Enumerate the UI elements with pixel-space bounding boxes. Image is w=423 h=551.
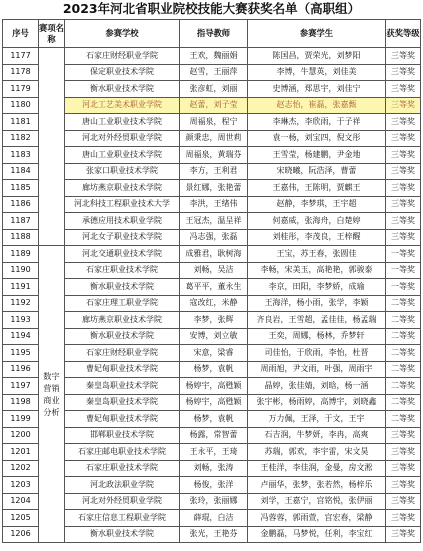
row-teacher: 李方，王利君	[180, 163, 248, 180]
row-school: 石家庄财经职业学院	[65, 345, 180, 362]
row-award: 二等奖	[386, 295, 421, 312]
row-school: 石家庄邮电职业技术学院	[65, 444, 180, 461]
row-teacher: 安博，刘立敏	[180, 328, 248, 345]
row-school: 石家庄理工职业学院	[65, 295, 180, 312]
row-school: 石家庄职业技术学院	[65, 460, 180, 477]
row-serial: 1194	[3, 328, 39, 345]
row-students: 王宝，苏王春，张圆佳	[248, 246, 386, 263]
row-award: 三等奖	[386, 114, 421, 131]
row-school: 衡水职业技术学院	[65, 328, 180, 345]
table-row	[3, 81, 421, 98]
row-students: 冯蓉蓉，郭雨萱，宫宏春，梁静	[248, 510, 386, 527]
row-students: 袁一杨，刘宝四，倪文彤	[248, 130, 386, 147]
row-serial: 1202	[3, 460, 39, 477]
row-school: 张家口职业技术学院	[65, 163, 180, 180]
row-serial: 1181	[3, 114, 39, 131]
row-school: 河北女子职业技术学院	[65, 229, 180, 246]
table-body	[3, 48, 421, 543]
row-serial: 1206	[3, 526, 39, 543]
row-school: 衡水职业技术学院	[65, 526, 180, 543]
table-row	[3, 279, 421, 296]
row-serial: 1191	[3, 279, 39, 296]
row-students: 赵静，李梦琪，王宇超	[248, 196, 386, 213]
row-teacher: 冯志强，张磊	[180, 229, 248, 246]
header-serial: 序号	[3, 20, 39, 48]
row-serial: 1203	[3, 477, 39, 494]
row-school: 河北科技工程职业技术大学	[65, 196, 180, 213]
row-school: 石家庄职业技术学院	[65, 262, 180, 279]
row-school: 石家庄财经职业学院	[65, 48, 180, 65]
row-school: 保定职业技术学院	[65, 64, 180, 81]
table-row	[3, 328, 421, 345]
row-teacher: 杨婷宇，高甦颖	[180, 378, 248, 395]
table-row	[3, 312, 421, 329]
event-cell-previous	[39, 48, 65, 246]
table-row	[3, 510, 421, 527]
row-serial: 1188	[3, 229, 39, 246]
row-teacher: 周福泉，程宁	[180, 114, 248, 131]
row-school: 石家庄信息工程职业学院	[65, 510, 180, 527]
row-school: 廊坊燕京职业技术学院	[65, 180, 180, 197]
row-serial: 1201	[3, 444, 39, 461]
table-row	[3, 262, 421, 279]
row-award: 三等奖	[386, 477, 421, 494]
row-teacher: 赵蕾，刘子莹	[180, 97, 248, 114]
row-school: 唐山工业职业技术学院	[65, 114, 180, 131]
award-table	[2, 19, 421, 543]
row-students: 齐良岩，王雪超，孟佳佳，杨孟瑞	[248, 312, 386, 329]
row-serial: 1185	[3, 180, 39, 197]
row-award: 三等奖	[386, 163, 421, 180]
row-students: 晶婷，张佳婧，刘晗，杨一涵	[248, 378, 386, 395]
row-students: 李琳杰，李欣雨，于子祥	[248, 114, 386, 131]
row-serial: 1177	[3, 48, 39, 65]
row-serial: 1192	[3, 295, 39, 312]
table-row	[3, 64, 421, 81]
row-teacher: 杨婷宇，高甦颖	[180, 394, 248, 411]
header-event: 赛项名称	[39, 20, 65, 48]
row-students: 宋晓曦，阮浩泽，曹蕾	[248, 163, 386, 180]
row-students: 何嘉威，张海舟，白楚婷	[248, 213, 386, 230]
row-school: 河北交通职业技术学院	[65, 246, 180, 263]
row-award: 二等奖	[386, 312, 421, 329]
row-school: 秦皇岛职业技术学院	[65, 394, 180, 411]
header-school: 参赛学校	[65, 20, 180, 48]
row-teacher: 王欢，魏丽娟	[180, 48, 248, 65]
row-teacher: 寇改红，米静	[180, 295, 248, 312]
row-teacher: 成雅君，耿树海	[180, 246, 248, 263]
row-award: 二等奖	[386, 411, 421, 428]
row-students: 王嘉伟，王陈明，贾麒王	[248, 180, 386, 197]
table-row	[3, 477, 421, 494]
row-serial: 1198	[3, 394, 39, 411]
table-row	[3, 460, 421, 477]
row-award: 三等奖	[386, 81, 421, 98]
row-serial: 1196	[3, 361, 39, 378]
row-teacher: 薛琨，白洁	[180, 510, 248, 527]
row-school: 河北对外经贸职业学院	[65, 130, 180, 147]
table-row	[3, 345, 421, 362]
table-row	[3, 48, 421, 65]
row-teacher: 赵雪，王丽萍	[180, 64, 248, 81]
row-award: 三等奖	[386, 444, 421, 461]
row-school: 廊坊燕京职业技术学院	[65, 312, 180, 329]
header-students: 参赛学生	[248, 20, 386, 48]
table-row	[3, 147, 421, 164]
row-school: 河北对外经贸职业学院	[65, 493, 180, 510]
row-award: 三等奖	[386, 229, 421, 246]
row-students: 苏瑞，郭欢，李宇雷，宋文昊	[248, 444, 386, 461]
header-teacher: 指导教师	[180, 20, 248, 48]
row-award: 一等奖	[386, 279, 421, 296]
table-row	[3, 411, 421, 428]
table-row	[3, 114, 421, 131]
row-serial: 1189	[3, 246, 39, 263]
row-serial: 1187	[3, 213, 39, 230]
row-students: 李畅，宋美玉，高艳艳，郭骏泰	[248, 262, 386, 279]
row-award: 三等奖	[386, 526, 421, 543]
row-award: 二等奖	[386, 394, 421, 411]
row-teacher: 杨梦，袁帆	[180, 361, 248, 378]
table-row	[3, 97, 421, 114]
row-students: 刘桂彤，李茂良，王梓醒	[248, 229, 386, 246]
document-title: 2023年河北省职业院校技能大赛获奖名单（高职组）	[62, 1, 361, 16]
row-serial: 1179	[3, 81, 39, 98]
row-award: 三等奖	[386, 48, 421, 65]
row-award: 一等奖	[386, 246, 421, 263]
row-students: 张宇彬，杨雨婷，高博宇，刘晓鑫	[248, 394, 386, 411]
row-students: 王奕，周娜，杨林，乔梦轩	[248, 328, 386, 345]
row-serial: 1183	[3, 147, 39, 164]
table-row	[3, 361, 421, 378]
row-teacher: 王永平，王琦	[180, 444, 248, 461]
row-teacher: 周福泉，黄瑞芬	[180, 147, 248, 164]
header-award: 获奖等级	[386, 20, 421, 48]
row-students: 刘学，王嘉宁，宫铭悦，张伊丽	[248, 493, 386, 510]
row-school: 河北政法职业学院	[65, 477, 180, 494]
row-award: 三等奖	[386, 510, 421, 527]
row-teacher: 张光，王艳芬	[180, 526, 248, 543]
row-students: 王桂洋，李佳润，金曼，房文淞	[248, 460, 386, 477]
row-teacher: 杨梦，袁帆	[180, 411, 248, 428]
row-serial: 1199	[3, 411, 39, 428]
row-students: 李京，田阳，李梦娇，成瑜	[248, 279, 386, 296]
table-row	[3, 295, 421, 312]
table-row	[3, 130, 421, 147]
row-teacher: 景红娜，张艳蕾	[180, 180, 248, 197]
row-students: 陈国昌，贾荣光，刘梦阳	[248, 48, 386, 65]
row-serial: 1197	[3, 378, 39, 395]
row-students: 金鹏磊，马梦悦，任利，李宝红	[248, 526, 386, 543]
row-award: 二等奖	[386, 345, 421, 362]
row-school: 秦皇岛职业技术学院	[65, 378, 180, 395]
event-category: 数字营销商业分析	[39, 246, 65, 543]
table-row	[3, 196, 421, 213]
table-row	[3, 526, 421, 543]
row-award: 二等奖	[386, 361, 421, 378]
row-students: 周雨旭，尹文雨，叶强，周雨宇	[248, 361, 386, 378]
row-serial: 1193	[3, 312, 39, 329]
row-teacher: 张彦虹，刘丽	[180, 81, 248, 98]
row-school: 衡水职业技术学院	[65, 81, 180, 98]
table-row	[3, 378, 421, 395]
row-serial: 1180	[3, 97, 39, 114]
row-teacher: 葛平平，董永生	[180, 279, 248, 296]
row-teacher: 杨俊，张洋	[180, 477, 248, 494]
table-row	[3, 213, 421, 230]
row-award: 二等奖	[386, 378, 421, 395]
row-award: 三等奖	[386, 460, 421, 477]
table-header-row	[3, 20, 421, 48]
row-students: 李博，牛慧英，刘佳美	[248, 64, 386, 81]
row-teacher: 李洪，王绪伟	[180, 196, 248, 213]
row-serial: 1190	[3, 262, 39, 279]
row-teacher: 王冠杰，温呈祥	[180, 213, 248, 230]
table-row	[3, 493, 421, 510]
row-award: 三等奖	[386, 130, 421, 147]
row-school: 曹妃甸职业技术学院	[65, 361, 180, 378]
row-award: 三等奖	[386, 97, 421, 114]
row-award: 三等奖	[386, 196, 421, 213]
row-award: 三等奖	[386, 147, 421, 164]
row-serial: 1182	[3, 130, 39, 147]
row-teacher: 宋意，梁睿	[180, 345, 248, 362]
table-row	[3, 394, 421, 411]
row-students: 司佳怡，于欣雨，李怡，杜晋	[248, 345, 386, 362]
row-students: 卢丽华，张梦，张若然，杨梓乐	[248, 477, 386, 494]
row-school: 曹妃甸职业技术学院	[65, 411, 180, 428]
row-serial: 1204	[3, 493, 39, 510]
table-row	[3, 163, 421, 180]
row-serial: 1195	[3, 345, 39, 362]
row-teacher: 刘畅，吴洁	[180, 262, 248, 279]
row-students: 史博涵，郑思宇，刘佳宁	[248, 81, 386, 98]
row-award: 三等奖	[386, 427, 421, 444]
row-serial: 1200	[3, 427, 39, 444]
row-students: 赵志怡，崔磊，张嘉甄	[248, 97, 386, 114]
row-students: 王雪莹，杨建鹏，尹金地	[248, 147, 386, 164]
row-serial: 1184	[3, 163, 39, 180]
row-serial: 1186	[3, 196, 39, 213]
row-award: 三等奖	[386, 213, 421, 230]
row-school: 河北工艺美术职业学院	[65, 97, 180, 114]
row-teacher: 李梦，张辉	[180, 312, 248, 329]
table-row	[3, 444, 421, 461]
row-award: 二等奖	[386, 328, 421, 345]
row-serial: 1205	[3, 510, 39, 527]
row-award: 三等奖	[386, 493, 421, 510]
table-row	[3, 246, 421, 263]
row-award: 三等奖	[386, 64, 421, 81]
row-school: 唐山工业职业技术学院	[65, 147, 180, 164]
table-row	[3, 229, 421, 246]
row-award: 一等奖	[386, 262, 421, 279]
row-students: 万力佩，王泽，于文，王宇	[248, 411, 386, 428]
row-school: 邯郸职业技术学院	[65, 427, 180, 444]
row-teacher: 杨露，常智蕾	[180, 427, 248, 444]
row-school: 衡水职业技术学院	[65, 279, 180, 296]
row-teacher: 刘畅，张涛	[180, 460, 248, 477]
row-teacher: 张玲，张丽娜	[180, 493, 248, 510]
row-award: 三等奖	[386, 180, 421, 197]
table-row	[3, 427, 421, 444]
row-teacher: 颜秉忠，周世莉	[180, 130, 248, 147]
row-serial: 1178	[3, 64, 39, 81]
table-row	[3, 180, 421, 197]
row-students: 石吉润，牛梦妍，李冉，高爽	[248, 427, 386, 444]
row-students: 王海洋，杨小雨，张学，李颖	[248, 295, 386, 312]
row-school: 承德应用技术职业学院	[65, 213, 180, 230]
